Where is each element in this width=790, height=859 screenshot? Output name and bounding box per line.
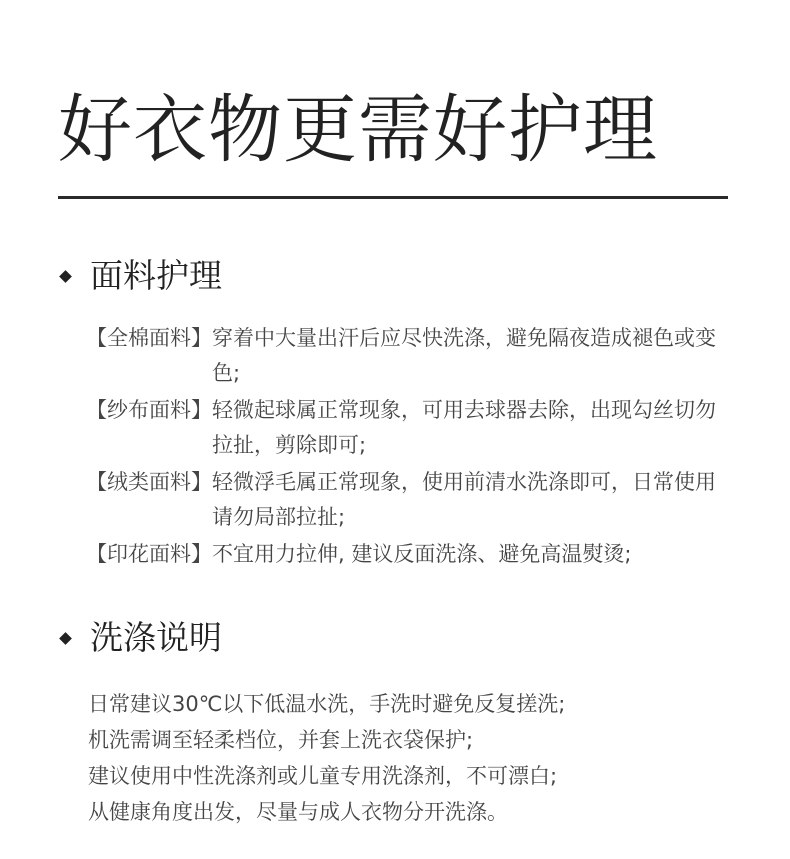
title-divider xyxy=(58,196,728,199)
washing-instructions-list xyxy=(88,686,748,830)
washing-instructions-heading-text: 洗涤说明 xyxy=(90,618,222,657)
fabric-item-gauze xyxy=(86,393,736,463)
diamond-bullet-icon xyxy=(59,632,72,645)
fabric-item-desc: 轻微起球属正常现象，可用去球器去除，出现勾丝切勿拉扯，剪除即可; xyxy=(212,398,716,457)
fabric-item-label: 【全棉面料】 xyxy=(86,326,212,350)
fabric-item-desc: 轻微浮毛属正常现象，使用前清水洗涤即可，日常使用请勿局部拉扯; xyxy=(212,470,716,529)
fabric-item-fleece xyxy=(86,465,736,535)
fabric-item-cotton xyxy=(86,321,736,391)
fabric-item-desc: 穿着中大量出汗后应尽快洗涤，避免隔夜造成褪色或变色; xyxy=(212,326,716,385)
wash-line: 机洗需调至轻柔档位，并套上洗衣袋保护; xyxy=(88,728,474,752)
fabric-item-desc: 不宜用力拉伸, 建议反面洗涤、避免高温熨烫; xyxy=(212,542,632,566)
fabric-care-heading-text: 面料护理 xyxy=(90,256,222,295)
wash-line: 建议使用中性洗涤剂或儿童专用洗涤剂，不可漂白; xyxy=(88,764,558,788)
wash-line: 从健康角度出发，尽量与成人衣物分开洗涤。 xyxy=(88,800,508,824)
fabric-care-list xyxy=(86,321,736,574)
diamond-bullet-icon xyxy=(59,270,72,283)
page-title: 好衣物更需好护理 xyxy=(58,87,658,173)
fabric-item-label: 【绒类面料】 xyxy=(86,470,212,494)
fabric-item-print xyxy=(86,537,736,572)
wash-line: 日常建议30℃以下低温水洗，手洗时避免反复搓洗; xyxy=(88,692,566,716)
washing-instructions-heading xyxy=(58,616,222,660)
fabric-item-label: 【纱布面料】 xyxy=(86,398,212,422)
fabric-care-heading xyxy=(58,254,222,298)
fabric-item-label: 【印花面料】 xyxy=(86,542,212,566)
